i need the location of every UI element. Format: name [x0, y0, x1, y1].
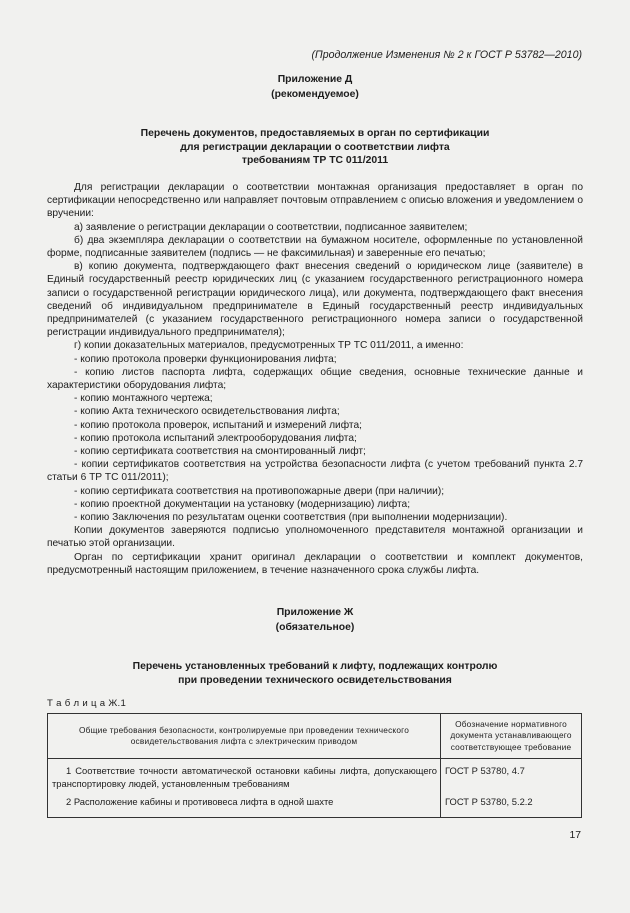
table-header-row: [48, 714, 582, 759]
requirement-cell: [48, 759, 441, 794]
requirements-table: [47, 713, 582, 818]
appendix-d-status: (рекомендуемое): [271, 88, 359, 100]
table-header-cell: Обозначение нормативного документа устанавливающего соответствующее требование: [441, 714, 582, 759]
appendix-d-title-block: [0, 73, 630, 101]
list-item: а) заявление о регистрации декларации о соответствии, подписанное заявителем;: [74, 221, 468, 233]
document-cell: ГОСТ Р 53780, 5.2.2: [441, 793, 582, 817]
list-item: - копию протокола испытаний электрооборудования лифта;: [74, 432, 357, 444]
list-item: - копии сертификатов соответствия на устройства безопасности лифта (с учетом требований пункта 2.7 статьи 6 ТР ТС 011/2011);: [47, 459, 583, 484]
heading-line: при проведении технического освидетельствования: [178, 674, 452, 686]
heading-line: для регистрации декларации о соответствии лифта: [180, 141, 450, 153]
appendix-zh-heading: [0, 660, 630, 687]
paragraph: Копии документов заверяются подписью уполномоченного представителя монтажной организации и печатью этой организации.: [47, 525, 583, 550]
list-item: - копию проектной документации на установку (модернизацию) лифта;: [74, 498, 411, 510]
list-item: - копию сертификата соответствия на смонтированный лифт;: [74, 446, 366, 458]
heading-line: требованиям ТР ТС 011/2011: [241, 155, 389, 166]
appendix-zh-title: Приложение Ж: [276, 607, 354, 618]
appendix-zh-title-block: [0, 606, 630, 634]
table-row: [48, 759, 582, 794]
appendix-d-title: Приложение Д: [277, 74, 353, 85]
list-item: - копию протокола проверок, испытаний и измерений лифта;: [74, 419, 362, 431]
page-number: 17: [569, 830, 581, 841]
list-item: - копию Акта технического освидетельствования лифта;: [74, 406, 340, 418]
heading-line: Перечень документов, предоставляемых в орган по сертификации: [140, 128, 490, 139]
paragraph: Для регистрации декларации о соответствии монтажная организация предоставляет в орган по сертификации непосредственно или направляет почтовым отправлением с описью вложения и уведомлением о вручении:: [47, 182, 583, 220]
list-item: - копию сертификата соответствия на противопожарные двери (при наличии);: [74, 485, 445, 497]
heading-line: Перечень установленных требований к лифту, подлежащих контролю: [132, 661, 498, 672]
list-item: - копию Заключения по результатам оценки соответствия (при выполнении модернизации).: [74, 512, 508, 524]
table-row: [48, 793, 582, 817]
appendix-zh-status: (обязательное): [275, 621, 355, 633]
document-cell: ГОСТ Р 53780, 4.7: [441, 759, 582, 794]
requirement-cell: [48, 793, 441, 817]
list-item: б) два экземпляра декларации о соответствии на бумажном носителе, оформленные по установленной форме, подписанные заявителем (подпись — не факсимильная) и заверенные его печатью;: [47, 234, 583, 260]
list-item: - копию протокола проверки функционирования лифта;: [74, 353, 337, 365]
table-header-cell: Общие требования безопасности, контролируемые при проведении технического освидетельствования лифта с электрическим приводом: [48, 714, 441, 759]
paragraph: Орган по сертификации хранит оригинал декларации о соответствии и комплект документов, предусмотренный настоящим приложением, в течение назначенного срока службы лифта.: [47, 551, 583, 576]
list-item: в) копию документа, подтверждающего факт внесения сведений о юридическом лице (заявителе) в Единый государственный реестр юридических лиц (с указанием государственного регистрационного номера записи о государственной регистрации юридического лица), или документа, подтверждающего факт внесения сведений об индивидуальном предпринимателе в Единый государственный реестр индивидуальных предпринимателей (с указанием государственного регистрационного номера записи о государственной регистрации индивидуального предпринимателя);: [47, 261, 583, 339]
list-item: г) копии доказательных материалов, предусмотренных ТР ТС 011/2011, а именно:: [74, 340, 464, 352]
requirement-text: 2 Расположение кабины и противовеса лифта в одной шахте: [66, 796, 334, 807]
list-item: - копию монтажного чертежа;: [74, 393, 213, 405]
list-item: - копию листов паспорта лифта, содержащих общие сведения, основные технические данные и характеристики оборудования лифта;: [47, 366, 583, 392]
appendix-d-heading: [0, 127, 630, 168]
appendix-d-body: [47, 181, 583, 577]
amendment-note: (Продолжение Изменения № 2 к ГОСТ Р 53782—2010): [311, 49, 582, 61]
table-label: Т а б л и ц а Ж.1: [47, 698, 127, 709]
requirement-text: 1 Соответствие точности автоматической остановки кабины лифта, допускающего транспортировку людей, установленным требованиям: [52, 765, 437, 789]
